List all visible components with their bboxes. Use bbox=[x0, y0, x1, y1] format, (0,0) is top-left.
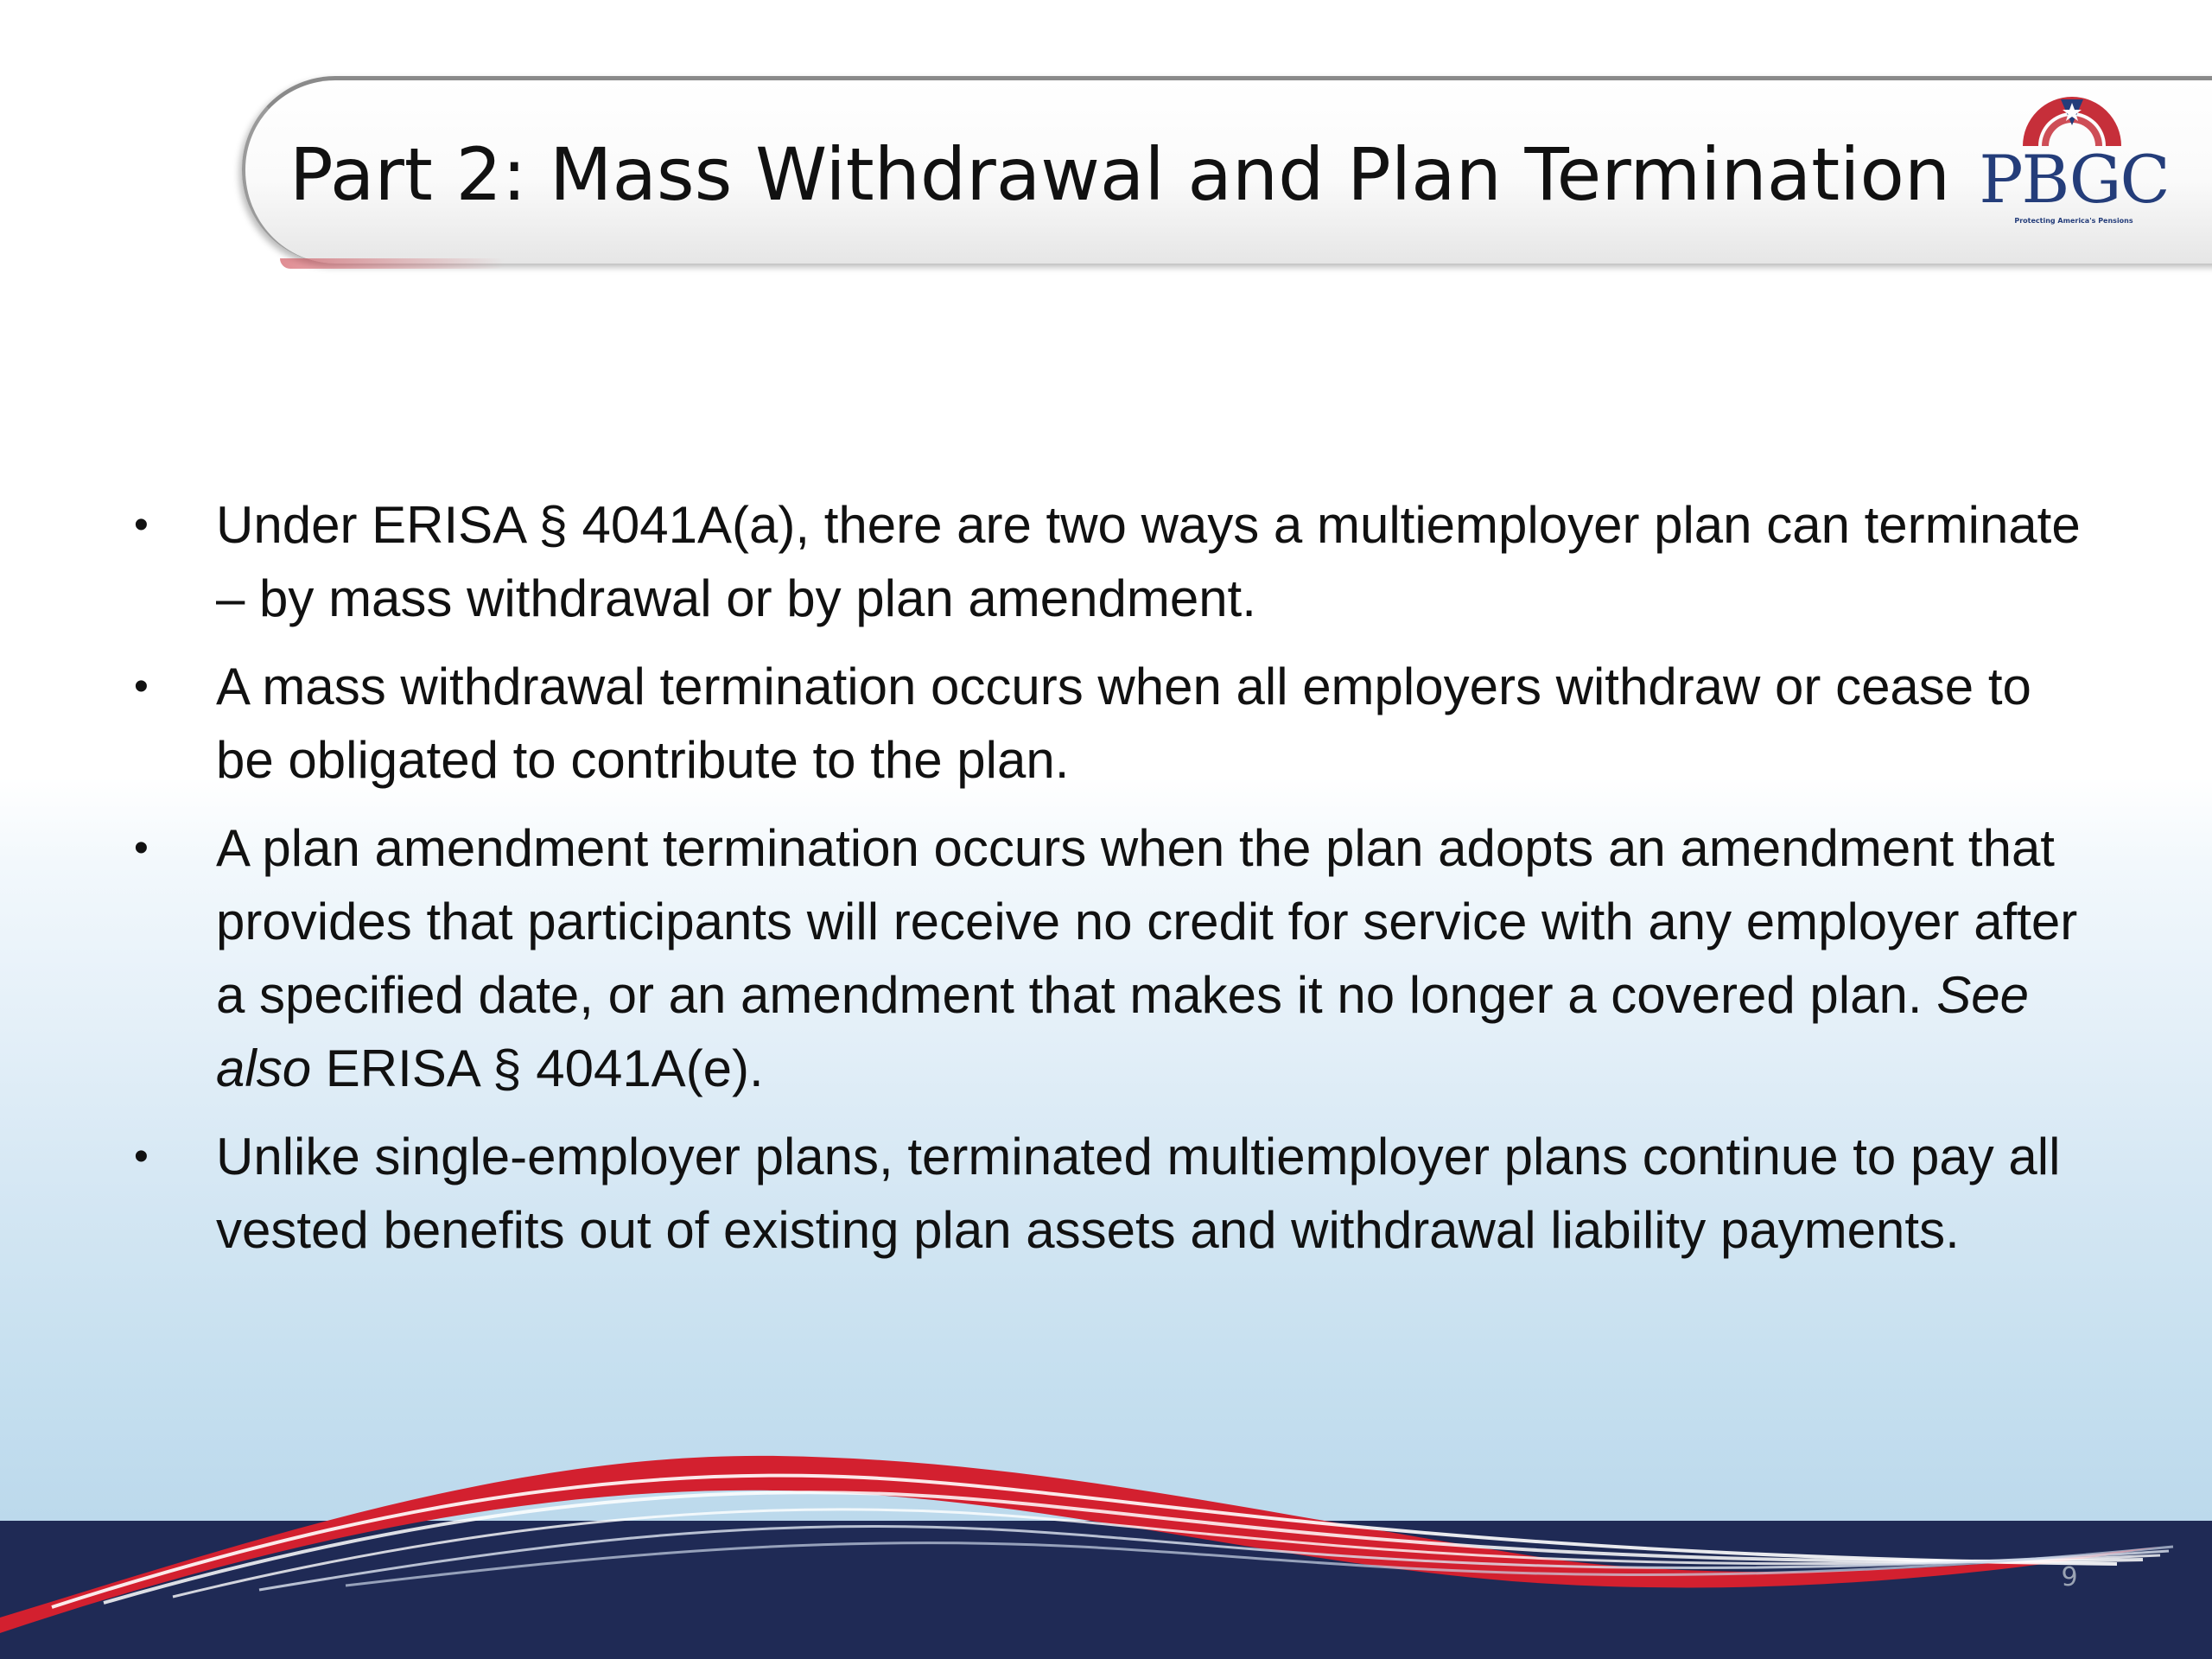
footer-swoosh-band bbox=[0, 1417, 2212, 1659]
bullet-item bbox=[121, 1120, 2100, 1267]
pbgc-logo bbox=[1966, 91, 2182, 238]
bullet-text: A mass withdrawal termination occurs when all employers withdraw or cease to be obligated to contribute to the plan. bbox=[216, 658, 2031, 789]
bullet-text-after: ERISA § 4041A(e). bbox=[311, 1039, 764, 1097]
bullet-item bbox=[121, 811, 2100, 1105]
pbgc-logo-mark-icon bbox=[2016, 91, 2128, 148]
bullet-list bbox=[121, 488, 2100, 1281]
bullet-dot-icon: • bbox=[134, 1134, 149, 1179]
bullet-item bbox=[121, 650, 2100, 797]
footer-navy-band bbox=[0, 1521, 2212, 1659]
bullet-text: Under ERISA § 4041A(a), there are two ways a multiemployer plan can terminate – by mass withdrawal or by plan amendment. bbox=[216, 496, 2081, 627]
bullet-italic-text: See also bbox=[216, 966, 2029, 1097]
bullet-dot-icon: • bbox=[134, 825, 149, 871]
bullet-item bbox=[121, 488, 2100, 635]
bullet-dot-icon: • bbox=[134, 664, 149, 709]
pbgc-logo-text: PBGC bbox=[1979, 141, 2169, 218]
page-number: 9 bbox=[2061, 1562, 2078, 1592]
pbgc-logo-tagline: Protecting America's Pensions bbox=[2014, 217, 2133, 225]
slide-title: Part 2: Mass Withdrawal and Plan Termination bbox=[289, 132, 1951, 217]
bullet-text: A plan amendment termination occurs when the plan adopts an amendment that provides that participants will receive no credit for service with any employer after a specified date, or an amendment that makes it no longer a covered plan. bbox=[216, 819, 2078, 1024]
bullet-dot-icon: • bbox=[134, 502, 149, 548]
bullet-text: Unlike single-employer plans, terminated multiemployer plans continue to pay all vested benefits out of existing plan assets and withdrawal liability payments. bbox=[216, 1128, 2061, 1259]
